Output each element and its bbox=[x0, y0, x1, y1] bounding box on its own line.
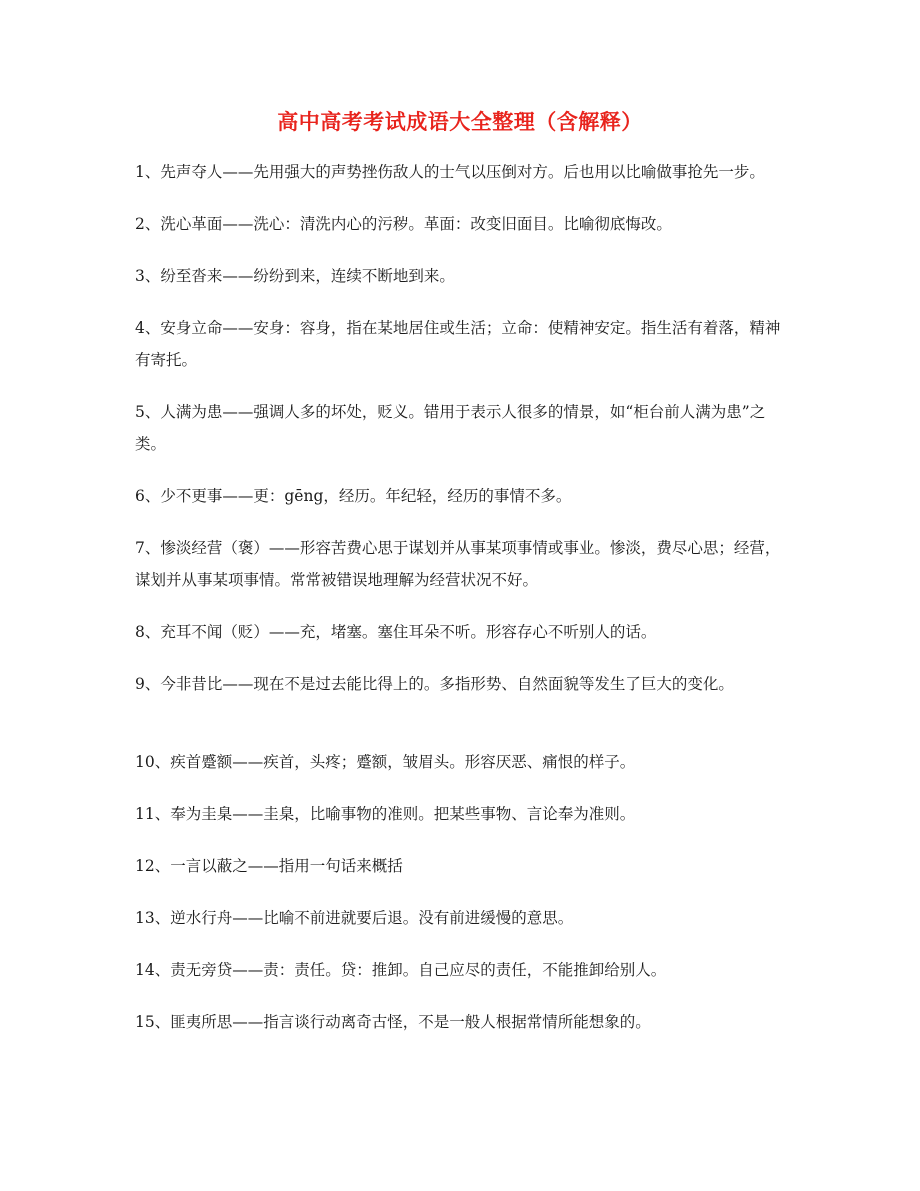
idiom-entry-15: 15、匪夷所思——指言谈行动离奇古怪，不是一般人根据常情所能想象的。 bbox=[135, 1013, 651, 1031]
idiom-entry-3: 3、纷至沓来——纷纷到来，连续不断地到来。 bbox=[135, 267, 455, 285]
idiom-entry-5: 5、人满为患——强调人多的坏处，贬义。错用于表示人很多的情景，如“柜台前人满为患”之类。 bbox=[135, 403, 766, 453]
page-title: 高中高考考试成语大全整理（含解释） bbox=[277, 109, 643, 134]
idiom-entry-1: 1、先声夺人——先用强大的声势挫伤敌人的士气以压倒对方。后也用以比喻做事抢先一步。 bbox=[135, 163, 765, 181]
idiom-entry-12: 12、一言以蔽之——指用一句话来概括 bbox=[135, 857, 403, 875]
idiom-entry-11: 11、奉为圭臬——圭臬，比喻事物的准则。把某些事物、言论奉为准则。 bbox=[135, 805, 636, 823]
idiom-entry-6: 6、少不更事——更：gēng，经历。年纪轻，经历的事情不多。 bbox=[135, 487, 572, 505]
idiom-entry-2: 2、洗心革面——洗心：清洗内心的污秽。革面：改变旧面目。比喻彻底悔改。 bbox=[135, 215, 672, 233]
idiom-entry-10: 10、疾首蹙额——疾首，头疼；蹙额，皱眉头。形容厌恶、痛恨的样子。 bbox=[135, 753, 636, 771]
idiom-list bbox=[135, 156, 795, 1058]
idiom-entry-4: 4、安身立命——安身：容身，指在某地居住或生活；立命：使精神安定。指生活有着落，精神有寄托。 bbox=[135, 319, 781, 369]
idiom-entry-9: 9、今非昔比——现在不是过去能比得上的。多指形势、自然面貌等发生了巨大的变化。 bbox=[135, 675, 734, 693]
idiom-entry-8: 8、充耳不闻（贬）——充，堵塞。塞住耳朵不听。形容存心不听别人的话。 bbox=[135, 623, 657, 641]
idiom-entry-13: 13、逆水行舟——比喻不前进就要后退。没有前进缓慢的意思。 bbox=[135, 909, 574, 927]
idiom-entry-7: 7、惨淡经营（褒）——形容苦费心思于谋划并从事某项事情或事业。惨淡，费尽心思；经营，谋划并从事某项事情。常常被错误地理解为经营状况不好。 bbox=[135, 539, 781, 589]
idiom-entry-14: 14、责无旁贷——责：责任。贷：推卸。自己应尽的责任，不能推卸给别人。 bbox=[135, 961, 667, 979]
